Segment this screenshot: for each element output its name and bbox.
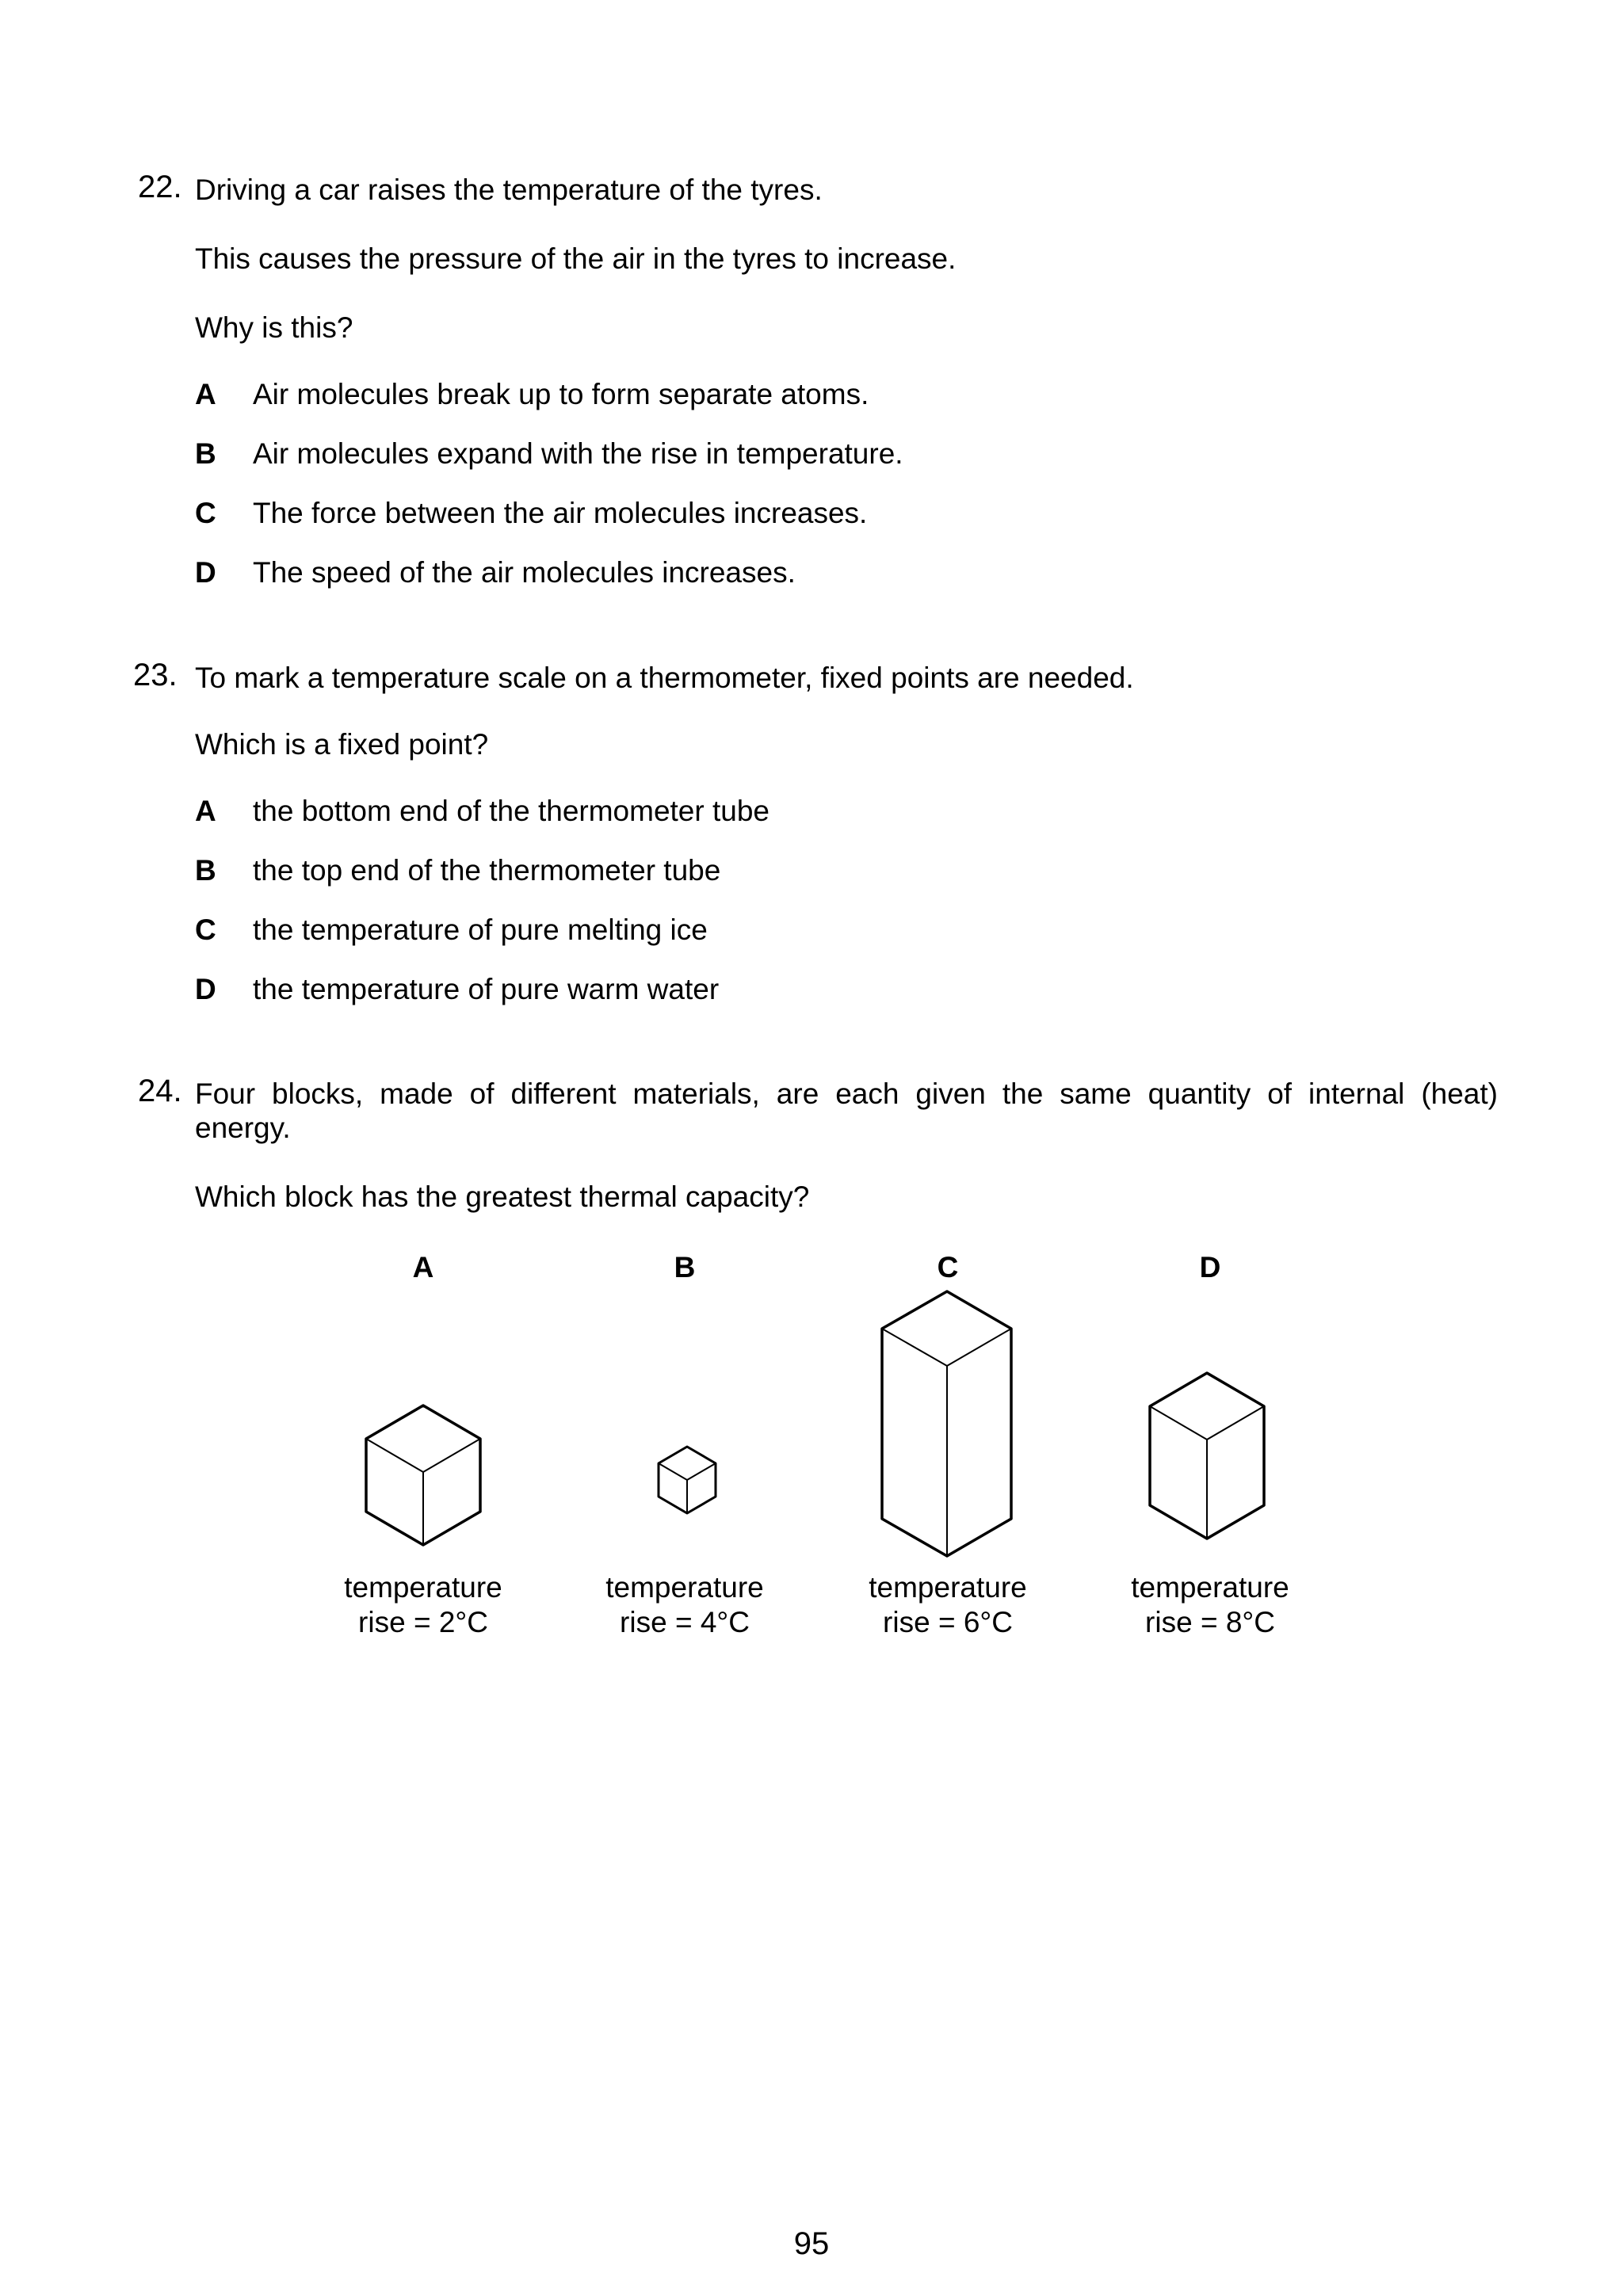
block-label-a: A [412,1251,434,1283]
block-a-cube [366,1405,480,1545]
question-number: 24. [138,1074,182,1108]
caption-line: rise = 2°C [358,1606,488,1638]
question-prompt: Why is this? [195,311,353,344]
block-a-caption [320,1570,526,1640]
question-number: 23. [133,658,178,692]
option-letter: B [195,437,216,470]
option-letter: B [195,854,216,887]
option-text: The speed of the air molecules increases. [253,556,796,589]
option-text: The force between the air molecules increases. [253,497,868,529]
option-text: Air molecules expand with the rise in temperature. [253,437,903,470]
page-number: 95 [793,2226,830,2261]
option-text: the bottom end of the thermometer tube [253,795,769,827]
option-letter: D [195,973,216,1005]
block-label-b: B [674,1251,696,1283]
caption-line: temperature [1131,1571,1289,1604]
block-c-prism [882,1291,1011,1556]
option-letter: C [195,497,216,529]
question-stem: Driving a car raises the temperature of the tyres. [195,174,823,206]
option-text: the top end of the thermometer tube [253,854,721,887]
option-letter: D [195,556,216,589]
question-stem: This causes the pressure of the air in the tyres to increase. [195,242,957,275]
question-stem: Four blocks, made of different materials, are each given the same quantity of internal (heat) [195,1077,1498,1110]
caption-line: rise = 4°C [620,1606,750,1638]
option-text: Air molecules break up to form separate atoms. [253,378,869,410]
block-d-prism [1150,1373,1264,1539]
option-text: the temperature of pure melting ice [253,913,708,946]
block-label-d: D [1199,1251,1221,1283]
block-b-cube [659,1447,716,1513]
block-label-c: C [937,1251,959,1283]
caption-line: temperature [344,1571,502,1604]
block-c-caption [845,1570,1051,1640]
option-text: the temperature of pure warm water [253,973,720,1005]
block-d-caption [1107,1570,1313,1640]
question-prompt: Which block has the greatest thermal capacity? [195,1180,810,1213]
question-prompt: Which is a fixed point? [195,728,489,761]
option-letter: A [195,795,216,827]
question-number: 22. [138,170,182,204]
caption-line: temperature [605,1571,764,1604]
question-stem-continued: energy. [195,1112,291,1144]
option-letter: A [195,378,216,410]
question-stem: To mark a temperature scale on a thermometer, fixed points are needed. [195,662,1134,694]
caption-line: temperature [869,1571,1027,1604]
option-letter: C [195,913,216,946]
caption-line: rise = 6°C [883,1606,1013,1638]
caption-line: rise = 8°C [1145,1606,1275,1638]
block-b-caption [582,1570,788,1640]
